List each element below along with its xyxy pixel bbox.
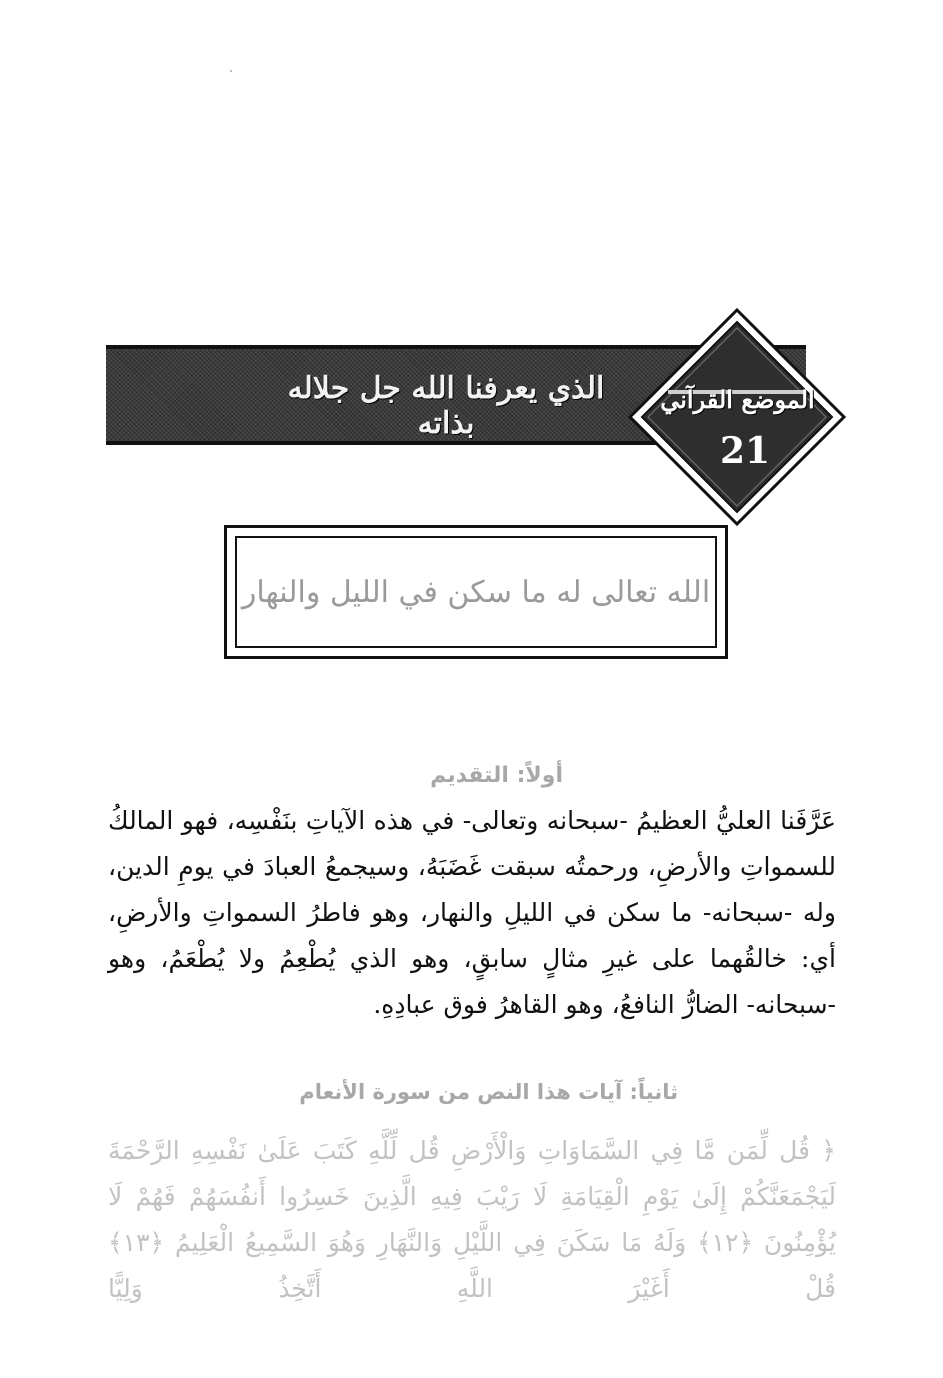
chapter-badge-diamond [628,308,846,526]
verses-heading: ثانياً: آيات هذا النص من سورة الأنعام [299,1080,678,1104]
scan-speck [230,70,232,72]
quran-verse-text: ﴿ قُل لِّمَن مَّا فِي السَّمَاوَاتِ وَالْأَرْضِ قُل لِّلَّهِ كَتَبَ عَلَىٰ نَفْسِهِ الرَّحْمَةَ لَيَجْمَعَنَّكُمْ إِلَىٰ يَوْمِ الْقِيَامَةِ لَا رَيْبَ فِيهِ الَّذِينَ خَسِرُوا أَنفُسَهُمْ فَهُمْ لَا يُؤْمِنُونَ ﴿١٢﴾ وَلَهُ مَا سَكَنَ فِي اللَّيْلِ وَالنَّهَارِ وَهُوَ السَّمِيعُ الْعَلِيمُ ﴿١٣﴾ قُلْ أَغَيْرَ اللَّهِ أَتَّخِذُ وَلِيًّا [108,1136,836,1303]
subtitle-inner-frame [235,536,717,648]
subtitle-frame [224,525,728,659]
banner-title: الذي يعرفنا الله جل جلاله بذاته [287,371,605,441]
intro-heading: أولاً: التقديم [430,763,563,788]
subtitle-text: الله تعالى له ما سكن في الليل والنهار [241,574,711,610]
badge-label: الموضع القرآني [660,385,815,414]
intro-paragraph: عَرَّفَنا العليُّ العظيمُ -سبحانه وتعالى- في هذه الآياتِ بنَفْسِه، فهو المالكُ للسمواتِ والأرضِ، ورحمتُه سبقت غَضَبَهُ، وسيجمعُ العبادَ في يومِ الدين، وله -سبحانه- ما سكن في الليلِ والنهار، وهو فاطرُ السمواتِ والأرضِ، أي: خالقُهما على غيرِ مثالٍ سابقٍ، وهو الذي يُطْعِمُ ولا يُطْعَمُ، وهو -سبحانه- الضارُّ النافعُ، وهو القاهرُ فوق عبادِهِ. [108,806,836,1019]
chapter-number: 21 [719,430,771,472]
